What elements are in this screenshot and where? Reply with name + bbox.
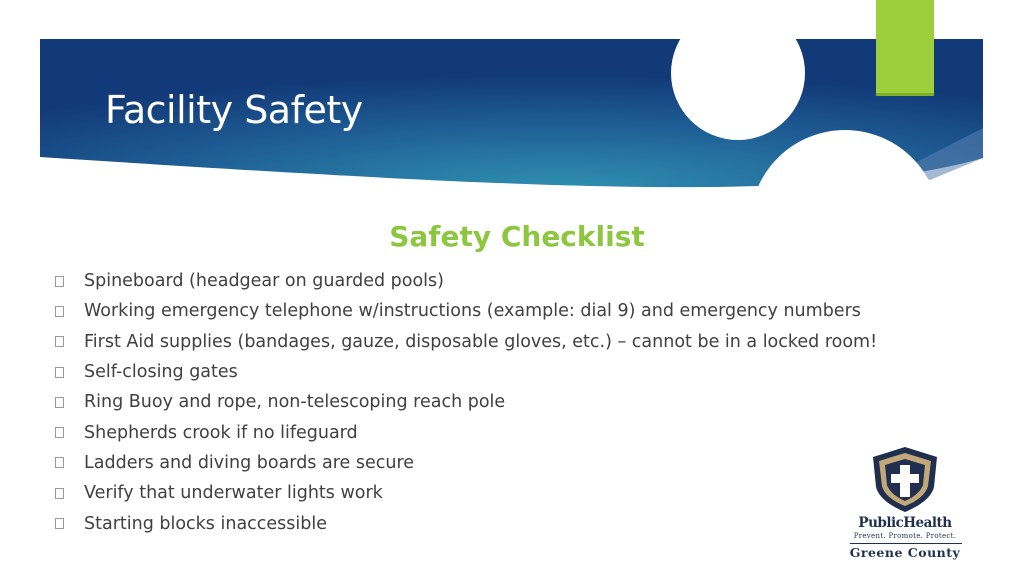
logo-name: PublicHealth	[858, 515, 952, 531]
public-health-logo	[845, 445, 965, 565]
logo-tagline: Prevent. Promote. Protect.	[853, 532, 957, 540]
checklist-item-text: Shepherds crook if no lifeguard	[84, 422, 358, 443]
accent-green-bar	[876, 0, 934, 95]
checkbox-bullet-icon	[55, 457, 64, 468]
checklist-item	[55, 266, 877, 296]
checklist-item	[55, 296, 877, 326]
logo-county: Greene County	[849, 545, 961, 560]
checkbox-bullet-icon	[55, 397, 64, 408]
checklist-item	[55, 327, 877, 357]
slide-subtitle: Safety Checklist	[389, 220, 645, 253]
checkbox-bullet-icon	[55, 427, 64, 438]
checklist	[55, 266, 877, 539]
checklist-item-text: Ladders and diving boards are secure	[84, 452, 415, 473]
checklist-item-text: Ring Buoy and rope, non-telescoping reach pole	[84, 392, 506, 413]
logo-divider	[850, 543, 962, 544]
checklist-item	[55, 357, 877, 387]
checkbox-bullet-icon	[55, 306, 64, 317]
checklist-item	[55, 478, 877, 508]
checklist-item-text: Working emergency telephone w/instructions (example: dial 9) and emergency numbers	[84, 301, 861, 322]
checklist-item-text: Starting blocks inaccessible	[84, 513, 328, 534]
checklist-item	[55, 387, 877, 417]
decorative-circle-top	[671, 6, 805, 140]
checkbox-bullet-icon	[55, 276, 64, 287]
checklist-item	[55, 417, 877, 447]
slide-title: Facility Safety	[105, 88, 363, 132]
shield-cross-icon	[845, 445, 965, 513]
checkbox-bullet-icon	[55, 488, 64, 499]
checklist-item-text: Self-closing gates	[84, 362, 238, 383]
checklist-item-text: Verify that underwater lights work	[84, 483, 383, 504]
checkbox-bullet-icon	[55, 518, 64, 529]
checkbox-bullet-icon	[55, 336, 64, 347]
checklist-item	[55, 448, 877, 478]
checklist-item	[55, 508, 877, 538]
checklist-item-text: Spineboard (headgear on guarded pools)	[84, 271, 444, 292]
checkbox-bullet-icon	[55, 367, 64, 378]
checklist-item-text: First Aid supplies (bandages, gauze, disposable gloves, etc.) – cannot be in a locked room!	[84, 331, 878, 352]
